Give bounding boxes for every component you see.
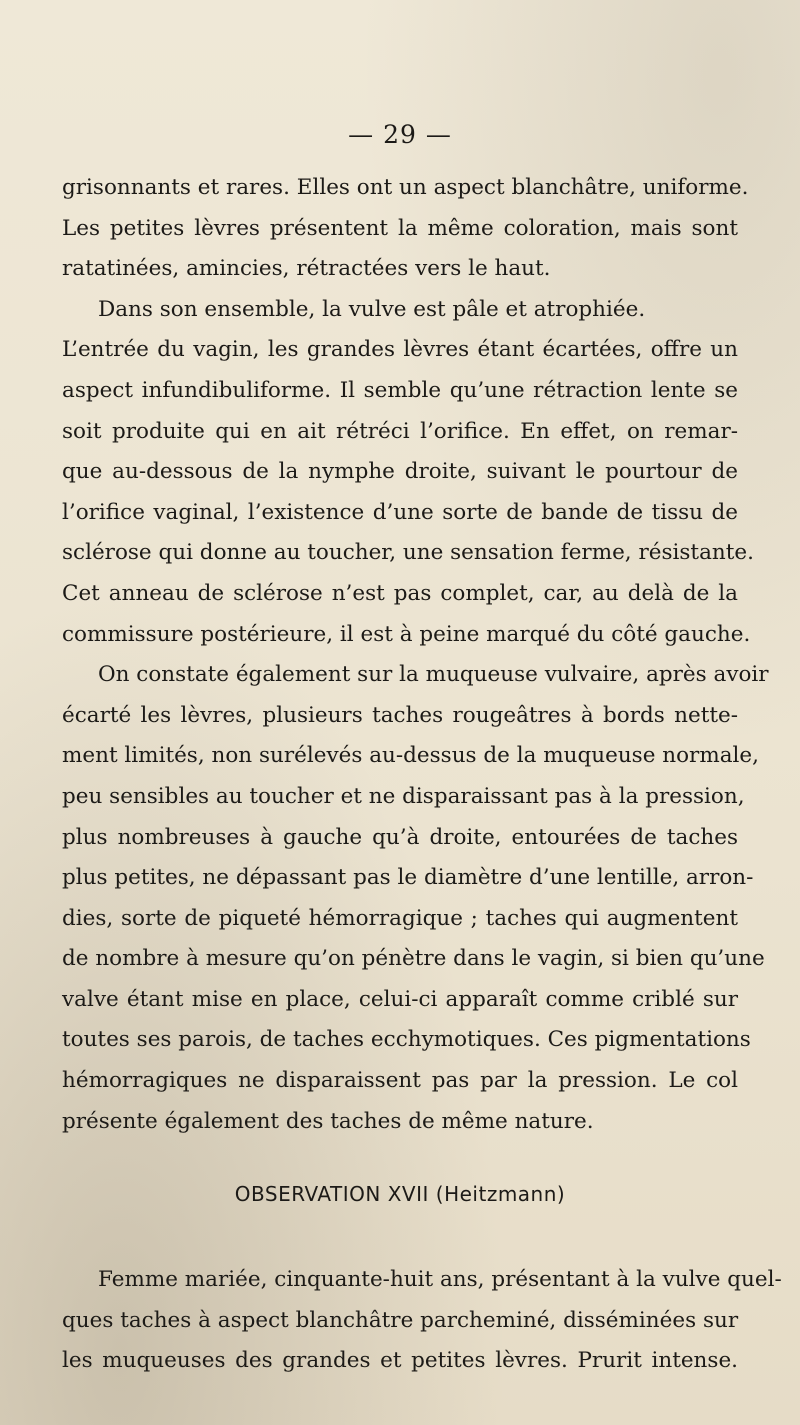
- text-line: ques taches à aspect blanchâtre parcheminé, disséminées sur: [62, 1307, 739, 1333]
- text-line: Les petites lèvres présentent la même coloration, mais sont: [62, 215, 738, 241]
- text-line: l’orifice vaginal, l’existence d’une sorte de bande de tissu de: [62, 499, 738, 525]
- text-line: aspect infundibuliforme. Il semble qu’une rétraction lente se: [62, 377, 738, 403]
- text-line: écarté les lèvres, plusieurs taches rougeâtres à bords nette-: [62, 702, 738, 728]
- text-line: de nombre à mesure qu’on pénètre dans le vagin, si bien qu’une: [62, 946, 765, 972]
- body-text: [62, 168, 769, 1142]
- text-line: commissure postérieure, il est à peine marqué du côté gauche.: [62, 621, 751, 647]
- text-line: grisonnants et rares. Elles ont un aspect blanchâtre, uniforme.: [62, 175, 749, 200]
- text-line: toutes ses parois, de taches ecchymotiques. Ces pigmentations: [62, 1027, 751, 1053]
- text-line: peu sensibles au toucher et ne disparaissant pas à la pression,: [62, 783, 745, 809]
- text-line: plus nombreuses à gauche qu’à droite, entourées de taches: [62, 824, 738, 850]
- text-line: Femme mariée, cinquante-huit ans, présentant à la vulve quel-: [98, 1267, 782, 1292]
- text-line: plus petites, ne dépassant pas le diamètre d’une lentille, arron-: [62, 865, 754, 891]
- text-line: valve étant mise en place, celui-ci apparaît comme criblé sur: [62, 986, 738, 1012]
- observation-heading: OBSERVATION XVII (Heitzmann): [234, 1182, 566, 1206]
- text-line: Dans son ensemble, la vulve est pâle et atrophiée.: [98, 296, 646, 322]
- text-line: les muqueuses des grandes et petites lèvres. Prurit intense.: [62, 1348, 738, 1374]
- text-line: L’entrée du vagin, les grandes lèvres étant écartées, offre un: [62, 337, 738, 363]
- text-line: ment limités, non surélevés au-dessus de la muqueuse normale,: [62, 743, 759, 769]
- text-line: hémorragiques ne disparaissent pas par la pression. Le col: [62, 1068, 738, 1094]
- text-line: présente également des taches de même nature.: [62, 1108, 594, 1134]
- text-line: ratatinées, amincies, rétractées vers le haut.: [62, 256, 551, 282]
- text-line: que au-dessous de la nymphe droite, suivant le pourtour de: [62, 459, 738, 485]
- page-number: — 29 —: [348, 120, 452, 149]
- text-line: soit produite qui en ait rétréci l’orifice. En effet, on remar-: [62, 418, 738, 444]
- text-line: dies, sorte de piqueté hémorragique ; taches qui augmentent: [62, 905, 738, 931]
- observation-text: [62, 1260, 782, 1382]
- text-line: Cet anneau de sclérose n’est pas complet, car, au delà de la: [62, 580, 738, 606]
- text-line: On constate également sur la muqueuse vulvaire, après avoir: [98, 662, 769, 688]
- text-line: sclérose qui donne au toucher, une sensation ferme, résistante.: [62, 540, 754, 566]
